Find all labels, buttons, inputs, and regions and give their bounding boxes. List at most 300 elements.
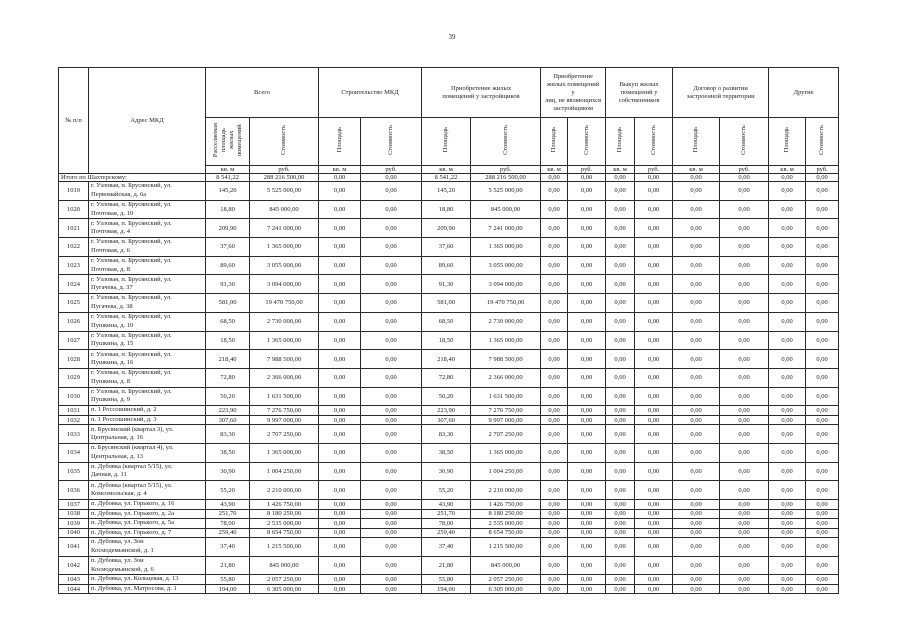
cell-construction-cost: 0,00 (361, 500, 422, 510)
table-row (59, 538, 839, 557)
cell-territory-area: 0,00 (673, 200, 720, 219)
cell-construction-area: 0,00 (319, 584, 361, 594)
cell-construction-cost: 0,00 (361, 528, 422, 538)
unit-label: руб. (361, 166, 422, 174)
cell-territory-area: 0,00 (673, 387, 720, 406)
subheader-label: Площадь (550, 127, 558, 153)
header-row-groups (59, 68, 839, 118)
cell-territory-cost: 0,00 (720, 350, 769, 369)
row-number: 1030 (59, 387, 89, 406)
unit-label: руб. (806, 166, 839, 174)
table-row (59, 509, 839, 519)
cell-total-area: 55,20 (206, 481, 250, 500)
cell-non-developer-area: 0,00 (541, 500, 568, 510)
subheader-label: Стоимость (740, 125, 748, 155)
subheader-label: Стоимость (818, 125, 826, 155)
cell-territory-cost: 0,00 (720, 462, 769, 481)
row-number: 1021 (59, 219, 89, 238)
cell-total-area: 581,00 (206, 294, 250, 313)
cell-total-cost: 1 631 500,00 (250, 387, 319, 406)
cell-other-cost: 0,00 (806, 528, 839, 538)
cell-developer-area: 30,90 (422, 462, 471, 481)
cell-territory-cost: 0,00 (720, 331, 769, 350)
cell-other-area: 0,00 (769, 387, 806, 406)
cell-construction-area: 0,00 (319, 238, 361, 257)
cell-non-developer-cost: 0,00 (568, 556, 606, 575)
cell-total-cost: 1 004 250,00 (250, 462, 319, 481)
cell-total-area: 251,70 (206, 509, 250, 519)
cell-other-area: 0,00 (769, 500, 806, 510)
cell-developer-cost: 3 055 000,00 (471, 256, 541, 275)
cell-territory-area: 0,00 (673, 584, 720, 594)
cell-total-cost: 8 180 250,00 (250, 509, 319, 519)
cell-construction-cost: 0,00 (361, 182, 422, 201)
cell-total-area: 55,80 (206, 575, 250, 585)
header-group-territory-development: Договор о развитии застроенной территории (673, 68, 769, 118)
cell-territory-area: 0,00 (673, 462, 720, 481)
cell-other-cost: 0,00 (806, 509, 839, 519)
subheader-label: Площадь (335, 127, 343, 153)
table-row (59, 500, 839, 510)
cell-developer-cost: 8 654 750,00 (471, 528, 541, 538)
cell-construction-cost: 0,00 (361, 415, 422, 425)
row-number: 1037 (59, 500, 89, 510)
cell-territory-cost: 0,00 (720, 238, 769, 257)
cell-non-developer-area: 0,00 (541, 238, 568, 257)
subheader-construction-cost (361, 118, 422, 166)
cell-developer-cost: 2 057 250,00 (471, 575, 541, 585)
cell-other-cost: 0,00 (806, 481, 839, 500)
cell-other-area: 0,00 (769, 481, 806, 500)
cell-buyout-cost: 0,00 (635, 509, 673, 519)
cell-non-developer-area: 0,00 (541, 368, 568, 387)
cell-non-developer-area: 0,00 (541, 538, 568, 557)
row-address: п. Дубовка, ул. Кольцевая, д. 13 (89, 575, 206, 585)
cell-construction-area: 0,00 (319, 556, 361, 575)
cell-territory-cost: 0,00 (720, 443, 769, 462)
cell-non-developer-area: 0,00 (541, 443, 568, 462)
subheader-territory-area (673, 118, 720, 166)
cell-other-cost: 0,00 (806, 415, 839, 425)
cell-developer-cost: 845 000,00 (471, 200, 541, 219)
cell-buyout-area: 0,00 (606, 462, 635, 481)
cell-total-cost: 1 426 750,00 (250, 500, 319, 510)
cell-buyout-cost: 0,00 (635, 584, 673, 594)
header-group-non-developer-purchase: Приобретение жилых помещений у лиц, не являющихся застройщиком (541, 68, 606, 118)
cell-buyout-cost: 0,00 (635, 556, 673, 575)
cell-territory-area: 0,00 (673, 500, 720, 510)
cell-territory-cost: 0,00 (720, 556, 769, 575)
cell-construction-cost: 0,00 (361, 238, 422, 257)
cell-territory-cost: 0,00 (720, 584, 769, 594)
cell-total-cost: 7 988 500,00 (250, 350, 319, 369)
unit-label: кв. м (422, 166, 471, 174)
cell-territory-area: 0,00 (673, 509, 720, 519)
cell-buyout-cost: 0,00 (635, 331, 673, 350)
cell-total-cost: 845 000,00 (250, 200, 319, 219)
subheader-label: Площадь (783, 127, 791, 153)
table-row (59, 575, 839, 585)
cell-buyout-cost: 0,00 (635, 350, 673, 369)
cell-territory-area: 0,00 (673, 219, 720, 238)
resettlement-table (58, 67, 839, 594)
cell-construction-area: 0,00 (319, 575, 361, 585)
table-row (59, 443, 839, 462)
cell-buyout-area: 0,00 (606, 182, 635, 201)
cell-non-developer-area: 0,00 (541, 406, 568, 416)
cell-construction-cost: 0,00 (361, 387, 422, 406)
cell-other-cost: 0,00 (806, 294, 839, 313)
cell-total-area: 68,50 (206, 312, 250, 331)
cell-construction-area: 0,00 (319, 387, 361, 406)
cell-total-cost: 3 094 000,00 (250, 275, 319, 294)
cell-developer-cost: 1 365 000,00 (471, 331, 541, 350)
cell-total-area: 72,80 (206, 368, 250, 387)
cell-buyout-cost: 0,00 (635, 219, 673, 238)
cell-territory-area: 0,00 (673, 415, 720, 425)
row-address: г. Узловая, п. Брусянский, ул. Почтовая, д. 6 (89, 238, 206, 257)
cell-non-developer-area: 0,00 (541, 481, 568, 500)
row-number: 1023 (59, 256, 89, 275)
row-address: г. Узловая, п. Брусянский, ул. Пушкина, д. 9 (89, 387, 206, 406)
cell-other-area: 0,00 (769, 294, 806, 313)
cell-construction-area: 0,00 (319, 406, 361, 416)
unit-label: кв. м (606, 166, 635, 174)
cell-buyout-area: 0,00 (606, 350, 635, 369)
cell-total-cost: 2 730 000,00 (250, 312, 319, 331)
cell-construction-area: 0,00 (319, 350, 361, 369)
cell-developer-cost: 2 366 000,00 (471, 368, 541, 387)
cell-non-developer-cost: 0,00 (568, 415, 606, 425)
cell-total-area: 259,40 (206, 528, 250, 538)
cell-buyout-cost: 0,00 (635, 528, 673, 538)
row-address: п. Дубовка, ул. Зои Космодемьянской, д. 6 (89, 556, 206, 575)
table-row (59, 200, 839, 219)
table-row (59, 368, 839, 387)
cell-developer-area: 91,30 (422, 275, 471, 294)
cell-territory-area: 0,00 (673, 312, 720, 331)
cell-developer-cost: 5 525 000,00 (471, 182, 541, 201)
cell-construction-area: 0,00 (319, 312, 361, 331)
cell-other-area: 0,00 (769, 462, 806, 481)
cell-non-developer-cost: 0,00 (568, 387, 606, 406)
cell-territory-cost: 0,00 (720, 538, 769, 557)
cell-total-cost: 2 707 250,00 (250, 425, 319, 444)
cell-territory-area: 0,00 (673, 350, 720, 369)
cell-developer-area: 18,50 (422, 331, 471, 350)
cell-developer-cost: 7 276 750,00 (471, 406, 541, 416)
total-buyout-cost: 0,00 (635, 174, 673, 182)
table-row (59, 331, 839, 350)
table-row (59, 312, 839, 331)
cell-total-area: 83,30 (206, 425, 250, 444)
cell-construction-cost: 0,00 (361, 406, 422, 416)
cell-developer-cost: 1 426 750,00 (471, 500, 541, 510)
cell-developer-area: 37,60 (422, 238, 471, 257)
cell-non-developer-cost: 0,00 (568, 519, 606, 529)
subheader-total-cost (250, 118, 319, 166)
cell-non-developer-cost: 0,00 (568, 200, 606, 219)
row-address: п. Дубовка, ул. Зои Космодемьянской, д. 1 (89, 538, 206, 557)
cell-other-area: 0,00 (769, 584, 806, 594)
cell-territory-area: 0,00 (673, 331, 720, 350)
cell-total-area: 21,80 (206, 556, 250, 575)
cell-other-area: 0,00 (769, 312, 806, 331)
cell-territory-area: 0,00 (673, 425, 720, 444)
cell-total-area: 18,50 (206, 331, 250, 350)
cell-buyout-area: 0,00 (606, 481, 635, 500)
cell-buyout-area: 0,00 (606, 294, 635, 313)
cell-buyout-cost: 0,00 (635, 519, 673, 529)
cell-territory-area: 0,00 (673, 575, 720, 585)
unit-label: руб. (250, 166, 319, 174)
table-row (59, 182, 839, 201)
subheader-buyout-cost (635, 118, 673, 166)
total-developer-area: 8 541,22 (422, 174, 471, 182)
row-number: 1038 (59, 509, 89, 519)
cell-total-area: 209,90 (206, 219, 250, 238)
cell-non-developer-area: 0,00 (541, 182, 568, 201)
cell-non-developer-area: 0,00 (541, 584, 568, 594)
cell-developer-area: 259,40 (422, 528, 471, 538)
cell-buyout-cost: 0,00 (635, 462, 673, 481)
total-construction-cost: 0,00 (361, 174, 422, 182)
cell-territory-cost: 0,00 (720, 481, 769, 500)
cell-developer-cost: 2 535 000,00 (471, 519, 541, 529)
cell-buyout-cost: 0,00 (635, 406, 673, 416)
cell-non-developer-cost: 0,00 (568, 294, 606, 313)
row-address: п. Дубовка, ул. Горького, д. 7 (89, 528, 206, 538)
cell-total-area: 18,80 (206, 200, 250, 219)
cell-developer-area: 581,00 (422, 294, 471, 313)
row-address: п. Дубовка (квартал 5/15), ул. Комсомольская, д. 4 (89, 481, 206, 500)
header-address: Адрес МКД (89, 68, 206, 174)
cell-developer-cost: 1 631 500,00 (471, 387, 541, 406)
row-address: п. Дубовка, ул. Матросова, д. 1 (89, 584, 206, 594)
cell-non-developer-area: 0,00 (541, 256, 568, 275)
row-number: 1019 (59, 182, 89, 201)
cell-buyout-area: 0,00 (606, 406, 635, 416)
header-group-buyout: Выкуп жилых помещений у собственников (606, 68, 673, 118)
row-number: 1026 (59, 312, 89, 331)
cell-developer-area: 145,20 (422, 182, 471, 201)
total-total-area: 8 541,22 (206, 174, 250, 182)
cell-buyout-cost: 0,00 (635, 182, 673, 201)
cell-total-area: 194,00 (206, 584, 250, 594)
cell-construction-area: 0,00 (319, 331, 361, 350)
subheader-total-area (206, 118, 250, 166)
subheader-label: Стоимость (387, 125, 395, 155)
cell-territory-area: 0,00 (673, 481, 720, 500)
cell-buyout-area: 0,00 (606, 275, 635, 294)
cell-other-cost: 0,00 (806, 238, 839, 257)
cell-construction-area: 0,00 (319, 219, 361, 238)
cell-total-cost: 7 241 000,00 (250, 219, 319, 238)
cell-other-area: 0,00 (769, 406, 806, 416)
cell-other-area: 0,00 (769, 425, 806, 444)
total-row (59, 174, 839, 182)
cell-territory-area: 0,00 (673, 556, 720, 575)
total-total-cost: 288 216 500,00 (250, 174, 319, 182)
cell-other-cost: 0,00 (806, 275, 839, 294)
cell-non-developer-cost: 0,00 (568, 368, 606, 387)
cell-buyout-cost: 0,00 (635, 238, 673, 257)
cell-non-developer-area: 0,00 (541, 312, 568, 331)
cell-other-cost: 0,00 (806, 368, 839, 387)
cell-buyout-cost: 0,00 (635, 481, 673, 500)
table-row (59, 387, 839, 406)
table-row (59, 238, 839, 257)
cell-developer-area: 21,80 (422, 556, 471, 575)
cell-territory-cost: 0,00 (720, 406, 769, 416)
cell-buyout-area: 0,00 (606, 528, 635, 538)
cell-buyout-cost: 0,00 (635, 425, 673, 444)
cell-buyout-cost: 0,00 (635, 387, 673, 406)
cell-construction-area: 0,00 (319, 443, 361, 462)
subheader-developer-cost (471, 118, 541, 166)
cell-developer-area: 55,80 (422, 575, 471, 585)
table-row (59, 584, 839, 594)
cell-other-cost: 0,00 (806, 219, 839, 238)
cell-territory-cost: 0,00 (720, 387, 769, 406)
table-row (59, 481, 839, 500)
cell-other-area: 0,00 (769, 443, 806, 462)
cell-non-developer-area: 0,00 (541, 528, 568, 538)
cell-construction-cost: 0,00 (361, 331, 422, 350)
cell-other-area: 0,00 (769, 350, 806, 369)
cell-construction-area: 0,00 (319, 368, 361, 387)
cell-developer-cost: 6 305 000,00 (471, 584, 541, 594)
cell-other-cost: 0,00 (806, 425, 839, 444)
cell-territory-cost: 0,00 (720, 294, 769, 313)
row-address: г. Узловая, п. Брусянский, ул. Пугачева, д. 38 (89, 294, 206, 313)
cell-total-cost: 6 305 000,00 (250, 584, 319, 594)
header-group-total: Всего (206, 68, 319, 118)
cell-other-area: 0,00 (769, 238, 806, 257)
cell-other-cost: 0,00 (806, 538, 839, 557)
subheader-other-cost (806, 118, 839, 166)
cell-territory-cost: 0,00 (720, 219, 769, 238)
cell-construction-cost: 0,00 (361, 519, 422, 529)
header-group-developer-purchase: Приобретение жилых помещений у застройщиков (422, 68, 541, 118)
cell-total-area: 38,50 (206, 443, 250, 462)
cell-territory-cost: 0,00 (720, 200, 769, 219)
row-address: п. Дубовка, ул. Горького, д. 16 (89, 500, 206, 510)
row-address: г. Узловая, п. Брусянский, ул. Пушкина, д. 8 (89, 368, 206, 387)
row-address: г. Узловая, п. Брусянский, ул. Пушкина, д. 15 (89, 331, 206, 350)
row-address: п. 1 Россошинский, д. 2 (89, 406, 206, 416)
cell-territory-area: 0,00 (673, 368, 720, 387)
cell-other-area: 0,00 (769, 219, 806, 238)
total-non-developer-cost: 0,00 (568, 174, 606, 182)
row-number: 1041 (59, 538, 89, 557)
cell-developer-area: 72,80 (422, 368, 471, 387)
cell-buyout-area: 0,00 (606, 500, 635, 510)
cell-construction-cost: 0,00 (361, 462, 422, 481)
cell-buyout-cost: 0,00 (635, 443, 673, 462)
cell-other-cost: 0,00 (806, 519, 839, 529)
cell-other-area: 0,00 (769, 415, 806, 425)
cell-buyout-area: 0,00 (606, 312, 635, 331)
cell-buyout-area: 0,00 (606, 256, 635, 275)
cell-total-area: 43,90 (206, 500, 250, 510)
cell-territory-area: 0,00 (673, 538, 720, 557)
cell-developer-cost: 1 365 000,00 (471, 443, 541, 462)
cell-total-cost: 2 366 000,00 (250, 368, 319, 387)
cell-total-cost: 8 654 750,00 (250, 528, 319, 538)
subheader-territory-cost (720, 118, 769, 166)
cell-construction-cost: 0,00 (361, 294, 422, 313)
cell-buyout-area: 0,00 (606, 575, 635, 585)
cell-buyout-area: 0,00 (606, 519, 635, 529)
cell-buyout-area: 0,00 (606, 238, 635, 257)
cell-territory-area: 0,00 (673, 182, 720, 201)
cell-non-developer-cost: 0,00 (568, 406, 606, 416)
row-number: 1027 (59, 331, 89, 350)
cell-construction-cost: 0,00 (361, 575, 422, 585)
cell-other-area: 0,00 (769, 275, 806, 294)
row-number: 1028 (59, 350, 89, 369)
cell-buyout-cost: 0,00 (635, 294, 673, 313)
cell-developer-cost: 2 210 000,00 (471, 481, 541, 500)
cell-developer-cost: 9 997 000,00 (471, 415, 541, 425)
cell-buyout-area: 0,00 (606, 509, 635, 519)
cell-buyout-cost: 0,00 (635, 275, 673, 294)
cell-construction-area: 0,00 (319, 294, 361, 313)
cell-construction-cost: 0,00 (361, 425, 422, 444)
cell-construction-cost: 0,00 (361, 312, 422, 331)
total-construction-area: 0,00 (319, 174, 361, 182)
cell-total-cost: 7 276 750,00 (250, 406, 319, 416)
cell-construction-cost: 0,00 (361, 368, 422, 387)
cell-other-area: 0,00 (769, 556, 806, 575)
row-number: 1022 (59, 238, 89, 257)
cell-buyout-cost: 0,00 (635, 575, 673, 585)
row-number: 1031 (59, 406, 89, 416)
cell-developer-cost: 1 365 000,00 (471, 238, 541, 257)
row-address: г. Узловая, п. Брусянский, ул. Пушкина, д. 16 (89, 350, 206, 369)
subheader-label: Расселяемая площадь жилых помещений (211, 122, 243, 158)
unit-label: руб. (568, 166, 606, 174)
unit-label: руб. (635, 166, 673, 174)
subheader-other-area (769, 118, 806, 166)
cell-construction-area: 0,00 (319, 275, 361, 294)
cell-construction-area: 0,00 (319, 425, 361, 444)
table-row (59, 406, 839, 416)
cell-construction-area: 0,00 (319, 528, 361, 538)
cell-developer-cost: 7 241 000,00 (471, 219, 541, 238)
table-row (59, 294, 839, 313)
cell-territory-cost: 0,00 (720, 509, 769, 519)
header-group-construction: Строительство МКД (319, 68, 422, 118)
cell-buyout-cost: 0,00 (635, 312, 673, 331)
cell-buyout-area: 0,00 (606, 387, 635, 406)
unit-label: кв. м (541, 166, 568, 174)
row-address: п. Дубовка, ул. Горького, д. 2а (89, 509, 206, 519)
cell-construction-area: 0,00 (319, 200, 361, 219)
cell-buyout-area: 0,00 (606, 219, 635, 238)
cell-developer-cost: 845 000,00 (471, 556, 541, 575)
cell-developer-area: 218,40 (422, 350, 471, 369)
table-row (59, 275, 839, 294)
cell-territory-cost: 0,00 (720, 425, 769, 444)
row-address: г. Узловая, п. Брусянский, ул. Почтовая, д. 4 (89, 219, 206, 238)
cell-developer-area: 209,90 (422, 219, 471, 238)
cell-territory-cost: 0,00 (720, 519, 769, 529)
cell-non-developer-cost: 0,00 (568, 425, 606, 444)
cell-total-area: 89,60 (206, 256, 250, 275)
cell-other-cost: 0,00 (806, 500, 839, 510)
